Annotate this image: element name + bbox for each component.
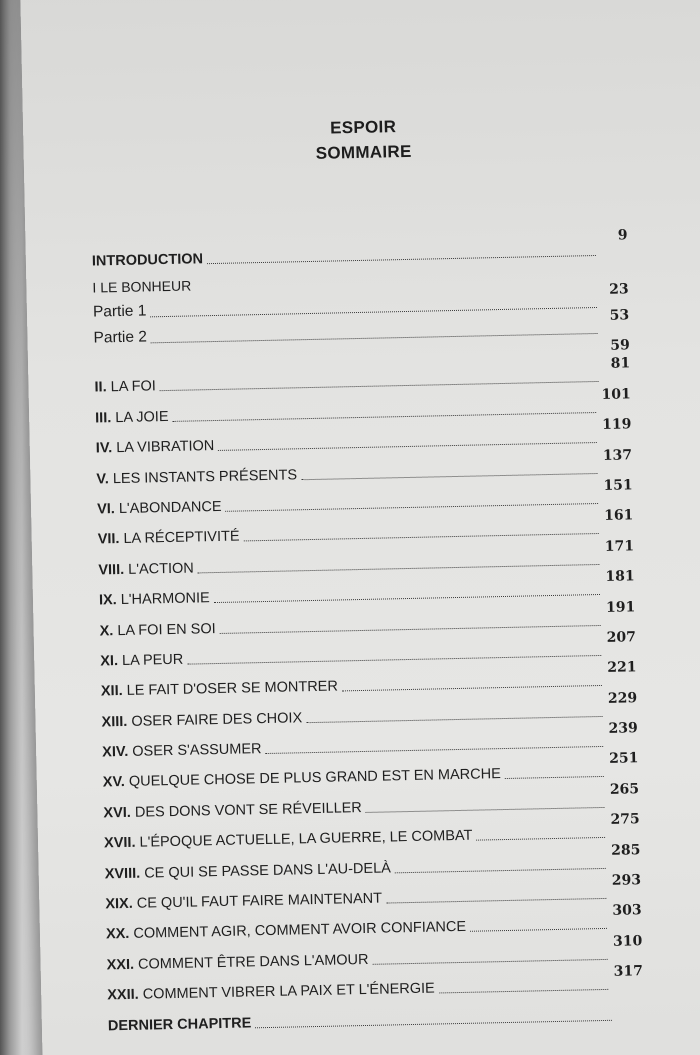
chapter-number: III.: [95, 409, 112, 427]
toc-page: 251: [609, 750, 639, 768]
chapter-number: XV.: [102, 774, 126, 791]
toc-page: 81: [610, 355, 631, 373]
toc-page: 137: [602, 446, 633, 464]
toc-page: 239: [608, 720, 638, 737]
dot-leader: [505, 775, 604, 779]
table-of-contents: [91, 226, 644, 1036]
chapter-number: II.: [94, 379, 107, 396]
toc-title: L'ÉPOQUE ACTUELLE, LA GUERRE, LE COMBAT: [135, 827, 473, 852]
dot-leader: [366, 806, 604, 813]
toc-title: L'ACTION: [124, 560, 194, 578]
toc-page: 221: [607, 659, 637, 677]
contents-heading: SOMMAIRE: [315, 141, 412, 163]
dot-leader: [373, 958, 608, 965]
toc-page: 303: [612, 902, 642, 920]
chapter-number: XIII.: [101, 713, 128, 731]
chapter-number: V.: [96, 470, 110, 488]
toc-title: LA FOI: [106, 378, 156, 396]
toc-title: QUELQUE CHOSE DE PLUS GRAND EST EN MARCHE: [124, 766, 501, 791]
chapter-number: XIX.: [105, 895, 133, 913]
chapter-number: VI.: [96, 501, 116, 518]
toc-page: 285: [610, 841, 641, 859]
chapter-number: XVII.: [103, 835, 136, 852]
chapter-number: VIII.: [98, 561, 125, 579]
toc-row-introduction: [91, 226, 628, 271]
chapter-number: XXI.: [106, 956, 135, 974]
book-page: [20, 0, 700, 1055]
chapter-number: IX.: [98, 592, 117, 609]
toc-page: 310: [612, 932, 643, 950]
toc-title: L'HARMONIE: [116, 590, 210, 609]
toc-title: LA PEUR: [117, 651, 184, 670]
toc-title: INTRODUCTION: [91, 251, 204, 270]
toc-title: LA JOIE: [111, 408, 169, 426]
toc-title: LES INSTANTS PRÉSENTS: [108, 466, 298, 487]
toc-page: 151: [603, 477, 633, 494]
chapter-number: X.: [99, 622, 114, 639]
toc-title: DERNIER CHAPITRE: [107, 1014, 252, 1034]
toc-page: 191: [605, 598, 636, 616]
toc-title: COMMENT VIBRER LA PAIX ET L'ÉNERGIE: [138, 980, 435, 1003]
toc-title: COMMENT AGIR, COMMENT AVOIR CONFIANCE: [129, 919, 467, 943]
dot-leader: [386, 897, 606, 904]
toc-page: 181: [605, 568, 635, 585]
chapter-number: XVI.: [103, 804, 132, 822]
chapter-number: XIV.: [102, 743, 129, 761]
toc-title: I LE BONHEUR: [92, 277, 192, 296]
chapter-number: XX.: [105, 926, 130, 943]
toc-page: [618, 1024, 644, 1026]
toc-title: OSER FAIRE DES CHOIX: [127, 709, 303, 730]
toc-page: 9: [617, 227, 628, 244]
toc-page: 293: [611, 872, 642, 889]
chapter-number: VII.: [97, 531, 120, 548]
toc-page: 53: [609, 307, 630, 324]
toc-title: CE QU'IL FAUT FAIRE MAINTENANT: [132, 890, 383, 912]
dot-leader: [476, 836, 604, 841]
toc-title: OSER S'ASSUMER: [128, 741, 262, 760]
dot-leader: [470, 927, 607, 932]
toc-page: 119: [602, 416, 632, 434]
toc-title: LA FOI EN SOI: [113, 620, 216, 639]
toc-page: 265: [609, 781, 640, 798]
toc-title: Partie 2: [93, 328, 148, 347]
toc-title: LA RÉCEPTIVITÉ: [119, 528, 240, 548]
dot-leader: [255, 1018, 612, 1027]
dot-leader: [342, 684, 602, 691]
toc-title: Partie 1: [92, 302, 147, 321]
toc-page: 101: [601, 386, 631, 403]
toc-page: 317: [613, 963, 644, 980]
toc-page: 161: [603, 507, 634, 525]
chapter-number: IV.: [95, 440, 113, 457]
dot-leader: [439, 988, 608, 994]
toc-title: DES DONS VONT SE RÉVEILLER: [130, 799, 362, 821]
chapter-number: XI.: [100, 653, 119, 670]
toc-page: 171: [604, 538, 635, 555]
toc-title: LA VIBRATION: [112, 438, 215, 457]
chapter-number: XXII.: [107, 986, 139, 1004]
toc-page: 207: [606, 629, 637, 646]
toc-page: 275: [610, 811, 640, 829]
toc-page: 23: [608, 281, 629, 298]
chapter-number: XII.: [100, 683, 123, 700]
toc-page: 59: [610, 337, 630, 354]
dot-leader: [207, 254, 596, 264]
chapter-number: XVIII.: [104, 865, 141, 883]
book-title: ESPOIR: [329, 117, 397, 138]
toc-title: COMMENT ÊTRE DANS L'AMOUR: [133, 951, 369, 973]
toc-title: LE FAIT D'OSER SE MONTRER: [122, 678, 339, 700]
toc-title: CE QUI SE PASSE DANS L'AU-DELÀ: [140, 860, 392, 882]
toc-page: 229: [607, 689, 638, 707]
toc-title: L'ABONDANCE: [114, 498, 222, 518]
dot-leader: [395, 867, 606, 873]
